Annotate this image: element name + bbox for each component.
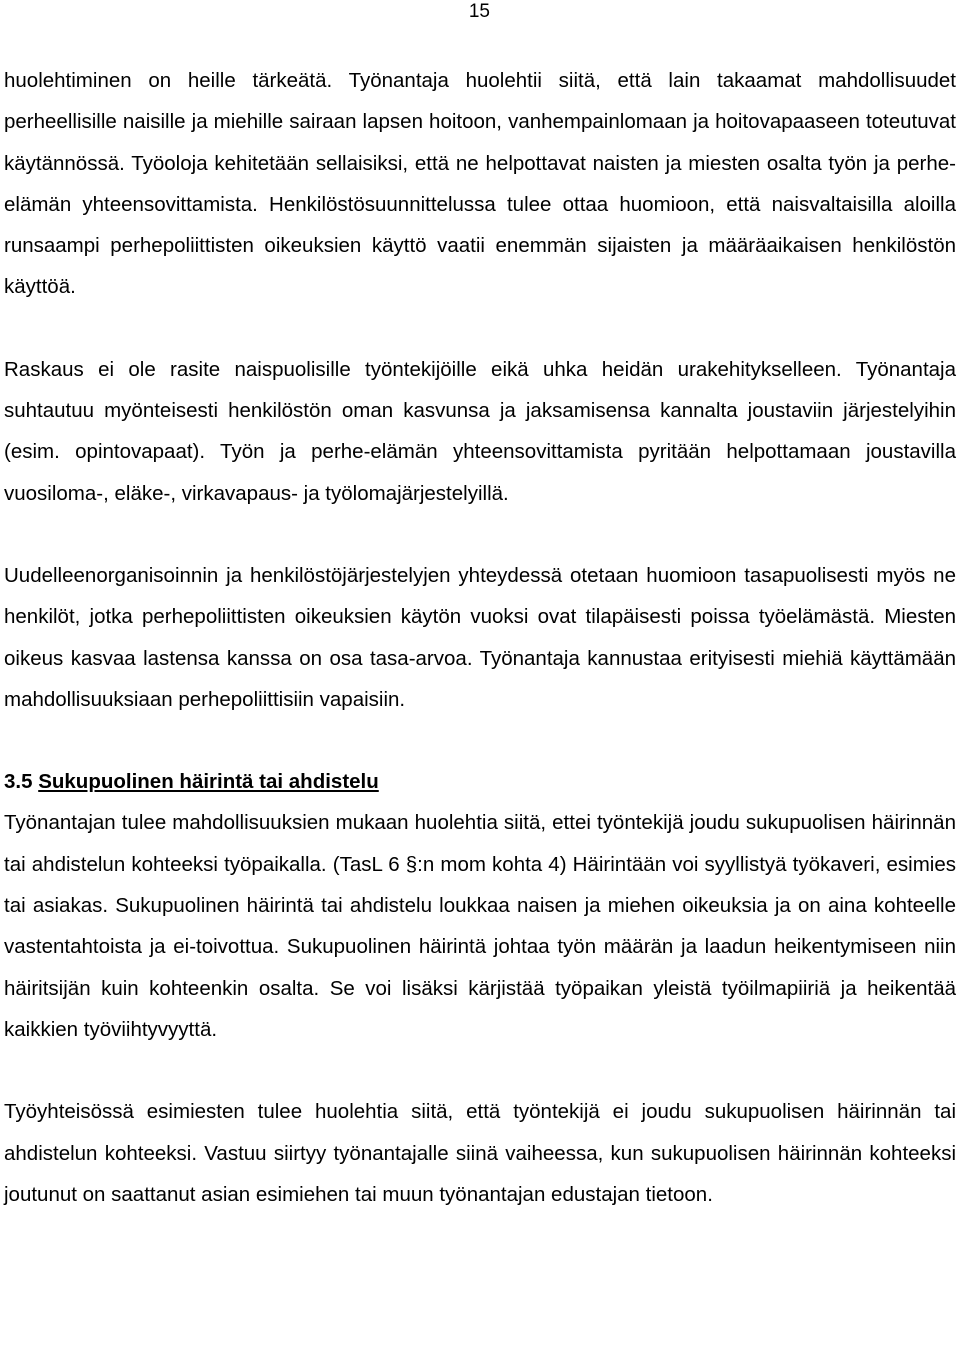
page-number: 15 (468, 1, 490, 22)
paragraph-harassment: Työnantajan tulee mahdollisuuksien mukaan huolehtia siitä, ettei työntekijä joudu sukupuolisen häirinnän tai ahdistelun kohteeksi työpaikalla. (TasL 6 §:n mom kohta 4) Häirintään voi syyllistyä työkaveri, esimies tai asiakas. Sukupuolinen häirintä tai ahdistelu loukkaa naisen ja miehen oikeuksia ja on aina kohteelle vastentahtoista ja ei-toivottua. Sukupuolinen häirintä johtaa työn määrän ja laadun heikentymiseen niin häiritsijän kuin kohteenkin osalta. Se voi lisäksi kärjistää työpaikan yleistä työilmapiiriä ja heikentää kaikkien työviihtyvyyttä. (4, 811, 956, 1041)
paragraph-supervisors: Työyhteisössä esimiesten tulee huolehtia siitä, että työntekijä ei joudu sukupuolisen häirinnän tai ahdistelun kohteeksi. Vastuu siirtyy työnantajalle siinä vaiheessa, kun sukupuolisen häirinnän kohteeksi joutunut on saattanut asian esimiehen tai muun työnantajan edustajan tietoon. (4, 1100, 956, 1206)
paragraph-family-leave: huolehtiminen on heille tärkeätä. Työnantaja huolehtii siitä, että lain takaamat mahdollisuudet perheellisille naisille ja miehille sairaan lapsen hoitoon, vanhempainlomaan ja hoitovapaaseen toteutuvat käytännössä. Työoloja kehitetään sellaisiksi, että ne helpottavat naisten ja miesten osalta työn ja perhe-elämän yhteensovittamista. Henkilöstösuunnittelussa tulee ottaa huomioon, että naisvaltaisilla aloilla runsaampi perhepoliittisten oikeuksien käyttö vaatii enemmän sijaisten ja määräaikaisen henkilöstön käyttöä. (4, 69, 956, 299)
section-title: Sukupuolinen häirintä tai ahdistelu (38, 770, 379, 794)
section-number: 3.5 (4, 770, 33, 794)
section-heading (4, 761, 956, 802)
paragraph-gap (4, 720, 956, 761)
paragraph-gap (4, 514, 956, 555)
paragraph-gap (4, 308, 956, 349)
paragraph-reorganisation: Uudelleenorganisoinnin ja henkilöstöjärjestelyjen yhteydessä otetaan huomioon tasapuolisesti myös ne henkilöt, jotka perhepoliittisten oikeuksien käytön vuoksi ovat tilapäisesti poissa työelämästä. Miesten oikeus kasvaa lastensa kanssa on osa tasa-arvoa. Työnantaja kannustaa erityisesti miehiä käyttämään mahdollisuuksiaan perhepoliittisiin vapaisiin. (4, 563, 956, 711)
document-body (4, 60, 956, 1215)
paragraph-pregnancy: Raskaus ei ole rasite naispuolisille työntekijöille eikä uhka heidän urakehitykselleen. Työnantaja suhtautuu myönteisesti henkilöstön oman kasvunsa ja jaksamisensa kannalta joustaviin järjestelyihin (esim. opintovapaat). Työn ja perhe-elämän yhteensovittamista pyritään helpottamaan joustavilla vuosiloma-, eläke-, virkavapaus- ja työlomajärjestelyillä. (4, 357, 956, 505)
paragraph-gap (4, 1050, 956, 1091)
